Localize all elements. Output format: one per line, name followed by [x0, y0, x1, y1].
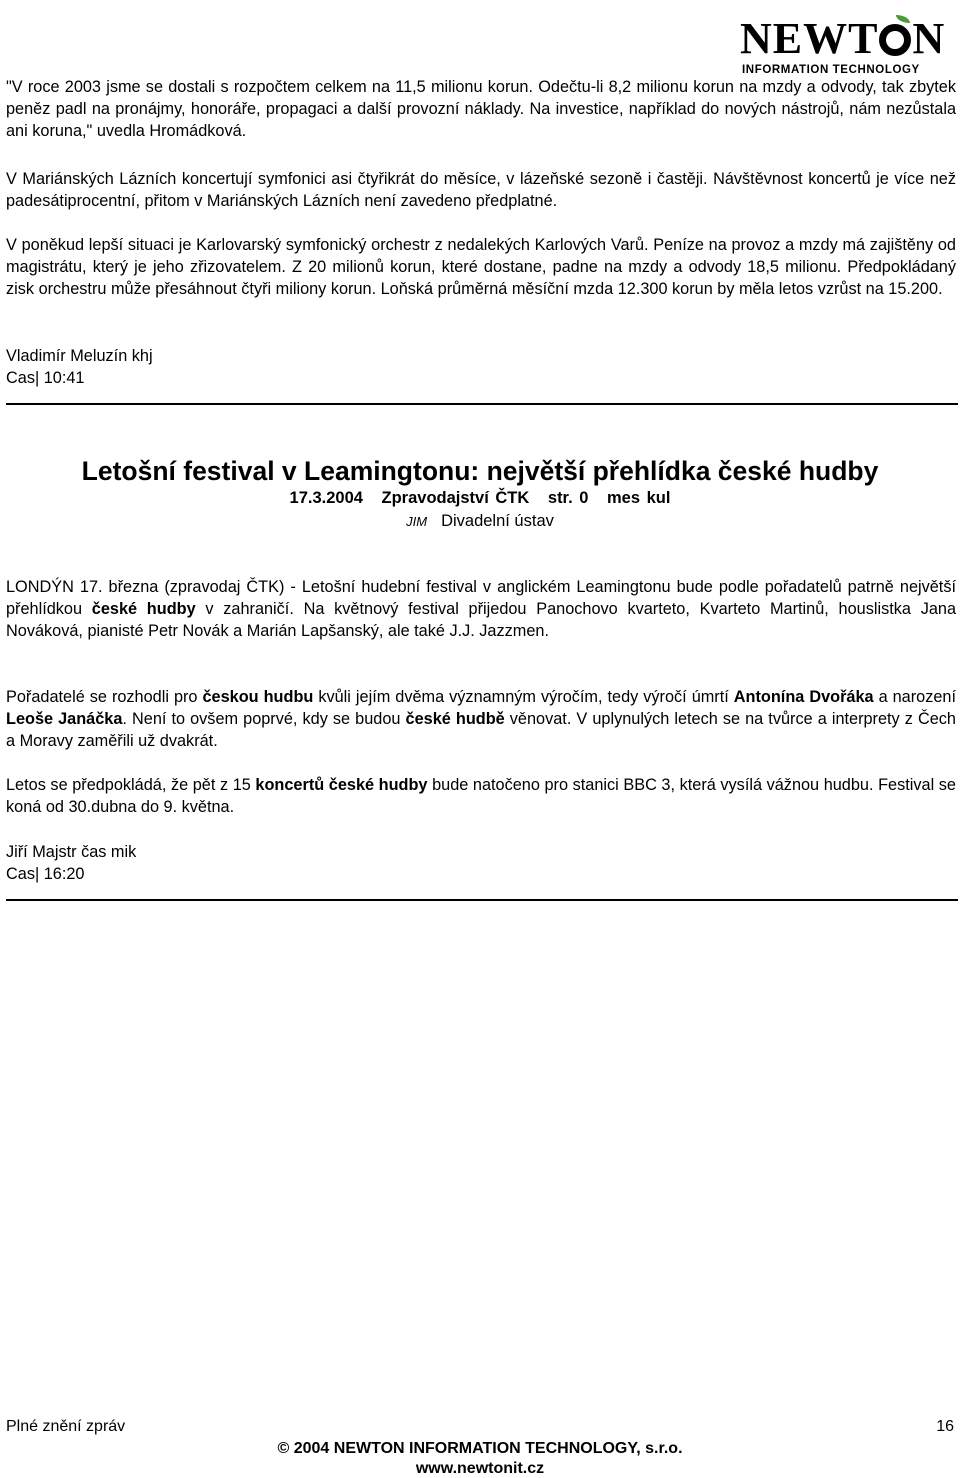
article-origin	[0, 510, 960, 533]
page-number: 16	[936, 1418, 954, 1435]
article-author: Jiří Majstr čas mik	[6, 843, 137, 861]
text-run: a narození	[873, 688, 956, 706]
highlighted-term: české hudby	[91, 600, 196, 618]
text-run: věnovat. V uplynulých letech se na tvůrce a interprety z Čech a Moravy zaměřili už dvakrát.	[6, 710, 956, 750]
highlighted-term: české hudbě	[405, 710, 505, 728]
text-run: LONDÝN 17. března (zpravodaj ČTK) - Letošní hudební festival v anglickém Leamingtonu bude podle pořadatelů patrně největší přehlídkou	[6, 578, 956, 618]
article-para-3	[6, 774, 956, 818]
article-para-2	[6, 686, 956, 752]
highlighted-term: českou hudbu	[202, 688, 314, 706]
leaf-icon	[896, 15, 910, 23]
text-run: bude natočeno pro stanici BBC 3, která vysílá vážnou hudbu. Festival se koná od 30.dubna do 9. května.	[6, 776, 956, 816]
article-date: 17.3.2004	[289, 489, 363, 507]
prev-article-author: Vladimír Meluzín khj	[6, 347, 153, 365]
article-source: Zpravodajství ČTK	[381, 489, 530, 507]
prev-article-para-1: "V roce 2003 jsme se dostali s rozpočtem celkem na 11,5 milionu korun. Odečtu-li 8,2 milionu korun na mzdy a odvody, tak zbytek peněz padl na pronájmy, honoráře, propagaci a další provozní náklady. Na investice, například do nových nástrojů, nám nezůstala ani koruna," uvedla Hromádková.	[6, 78, 956, 140]
footer-copyright: © 2004 NEWTON INFORMATION TECHNOLOGY, s.r.o.	[277, 1440, 683, 1457]
article-para-1	[6, 576, 956, 642]
prev-article-para-2: V Mariánských Lázních koncertují symfonici asi čtyřikrát do měsíce, v lázeňské sezoně i častěji. Návštěvnost koncertů je více než padesátiprocentní, přitom v Mariánských Lázních není zavedeno předplatné.	[6, 170, 956, 210]
divider-2	[6, 899, 958, 901]
prev-article-time: Cas| 10:41	[6, 369, 85, 387]
apple-o-icon	[879, 24, 911, 56]
article-page: str. 0	[547, 489, 589, 507]
prev-article-para-3: V poněkud lepší situaci je Karlovarský symfonický orchestr z nedalekých Karlových Varů. Peníze na provoz a mzdy má zajištěny od magistrátu, který je jeho zřizovatelem. Z 20 milionů korun, které dostane, padne na mzdy a odvody 18,5 milionu. Předpokládaný zisk orchestru může přesáhnout čtyři miliony korun. Loňská průměrná měsíční mzda 12.300 korun by měla letos vzrůst na 15.200.	[6, 236, 956, 298]
logo-wordmark: NEWT N	[740, 14, 946, 63]
article-author-code: JIM	[406, 514, 428, 529]
highlighted-term: koncertů české hudby	[255, 776, 428, 794]
newton-logo	[740, 6, 954, 78]
article-title: Letošní festival v Leamingtonu: největší přehlídka české hudby	[81, 456, 879, 486]
text-run: . Není to ovšem poprvé, kdy se budou	[122, 710, 406, 728]
text-run: Pořadatelé se rozhodli pro	[6, 688, 203, 706]
logo-subtitle: INFORMATION TECHNOLOGY	[742, 64, 920, 76]
text-run: kvůli jejím dvěma významným výročím, tedy výročí úmrtí	[313, 688, 734, 706]
highlighted-term: Antonína Dvořáka	[733, 688, 874, 706]
divider	[6, 403, 958, 405]
footer-label: Plné znění zpráv	[6, 1418, 126, 1435]
article-category: mes kul	[607, 489, 671, 507]
article-time: Cas| 16:20	[6, 865, 85, 883]
prev-article-byline	[6, 345, 956, 389]
highlighted-term: Leoše Janáčka	[6, 710, 123, 728]
footer-website: www.newtonit.cz	[415, 1460, 545, 1477]
text-run: v zahraničí. Na květnový festival přijedou Panochovo kvarteto, Kvarteto Martinů, houslistka Jana Nováková, pianisté Petr Novák a Marián Lapšanský, ale také J.J. Jazzmen.	[6, 600, 956, 640]
article-meta	[0, 487, 960, 509]
text-run: Letos se předpokládá, že pět z 15	[6, 776, 256, 794]
article-byline	[6, 841, 956, 885]
article-institution: Divadelní ústav	[441, 512, 554, 530]
